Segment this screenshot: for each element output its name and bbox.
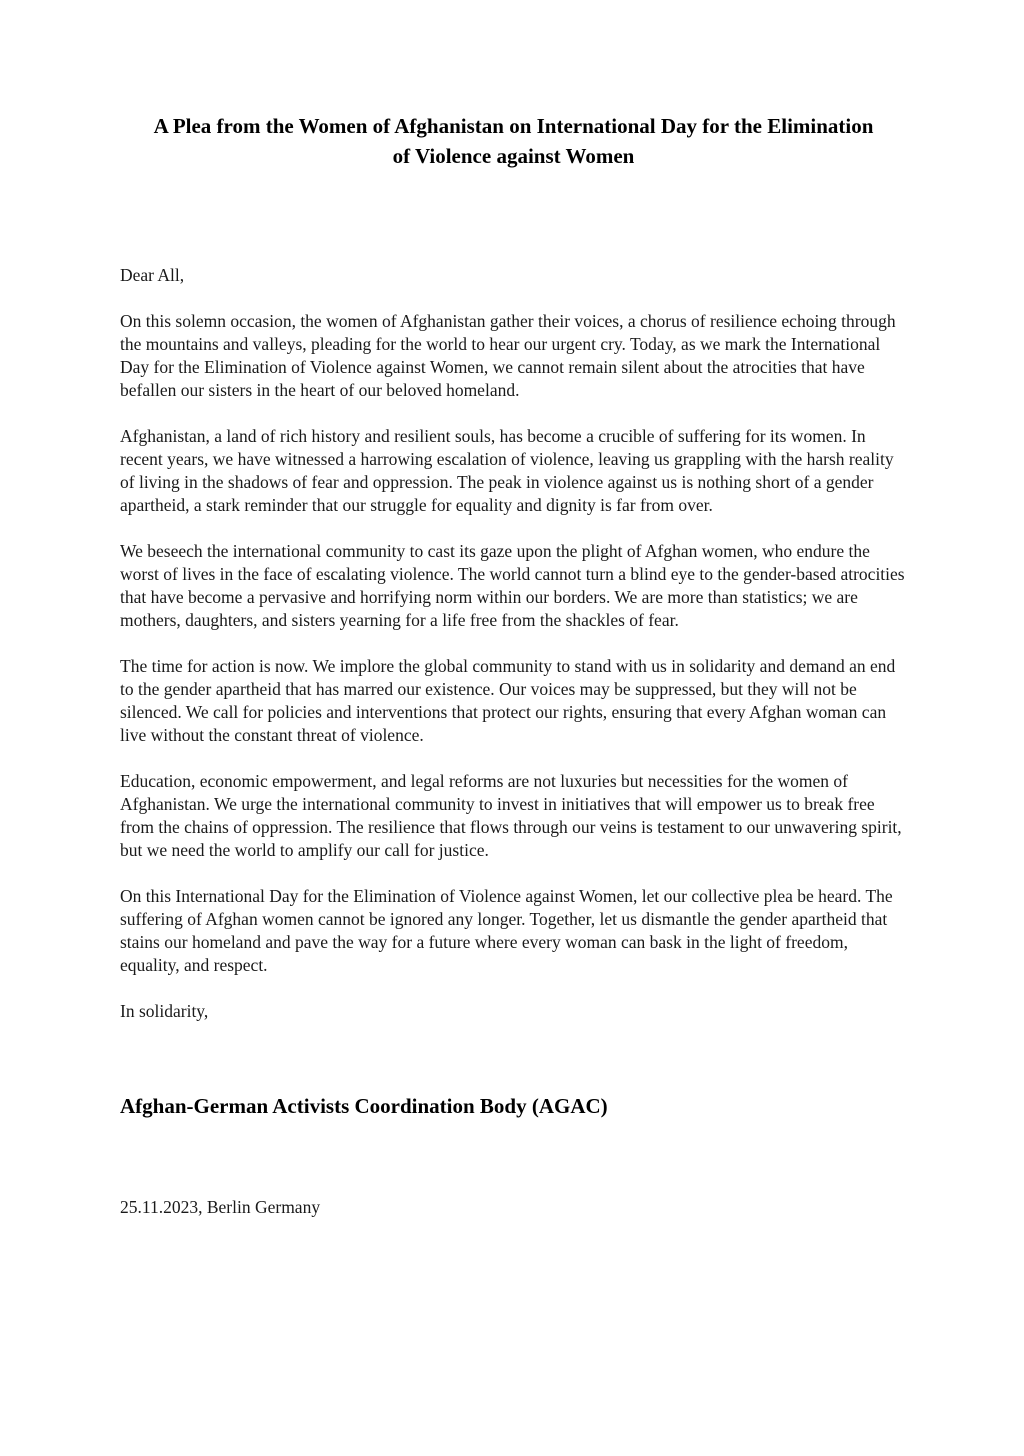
- closing: In solidarity,: [120, 1000, 209, 1021]
- salutation: Dear All,: [120, 264, 185, 285]
- paragraph: Education, economic empowerment, and legal reforms are not luxuries but necessities for the women of Afghanistan. We urge the international community to invest in initiatives that will empower us to break free from the chains of oppression. The resilience that flows through our veins is testament to our unwavering spirit, but we need the world to amplify our call for justice.: [120, 770, 902, 860]
- paragraph: On this International Day for the Elimination of Violence against Women, let our collective plea be heard. The suffering of Afghan women cannot be ignored any longer. Together, let us dismantle the gender apartheid that stains our homeland and pave the way for a future where every woman can bask in the light of freedom, equality, and respect.: [120, 885, 893, 975]
- paragraph: We beseech the international community to cast its gaze upon the plight of Afghan women, who endure the worst of lives in the face of escalating violence. The world cannot turn a blind eye to the gender-based atrocities that have become a pervasive and horrifying norm within our borders. We are more than statistics; we are mothers, daughters, and sisters yearning for a life free from the shackles of fear.: [120, 540, 905, 630]
- letter-body: [120, 310, 907, 977]
- paragraph: Afghanistan, a land of rich history and resilient souls, has become a crucible of suffering for its women. In recent years, we have witnessed a harrowing escalation of violence, leaving us grappling with the harsh reality of living in the shadows of fear and oppression. The peak in violence against us is nothing short of a gender apartheid, a stark reminder that our struggle for equality and dignity is far from over.: [120, 425, 894, 515]
- signature-organization: Afghan-German Activists Coordination Body (AGAC): [120, 1093, 608, 1118]
- dateline: 25.11.2023, Berlin Germany: [120, 1196, 321, 1217]
- paragraph: On this solemn occasion, the women of Afghanistan gather their voices, a chorus of resilience echoing through the mountains and valleys, pleading for the world to hear our urgent cry. Today, as we mark the International Day for the Elimination of Violence against Women, we cannot remain silent about the atrocities that have befallen our sisters in the heart of our beloved homeland.: [120, 310, 896, 400]
- paragraph: The time for action is now. We implore the global community to stand with us in solidarity and demand an end to the gender apartheid that has marred our existence. Our voices may be suppressed, but they will not be silenced. We call for policies and interventions that protect our rights, ensuring that every Afghan woman can live without the constant threat of violence.: [120, 655, 896, 745]
- page-title: A Plea from the Women of Afghanistan on International Day for the Elimination of Violence against Women: [153, 114, 874, 168]
